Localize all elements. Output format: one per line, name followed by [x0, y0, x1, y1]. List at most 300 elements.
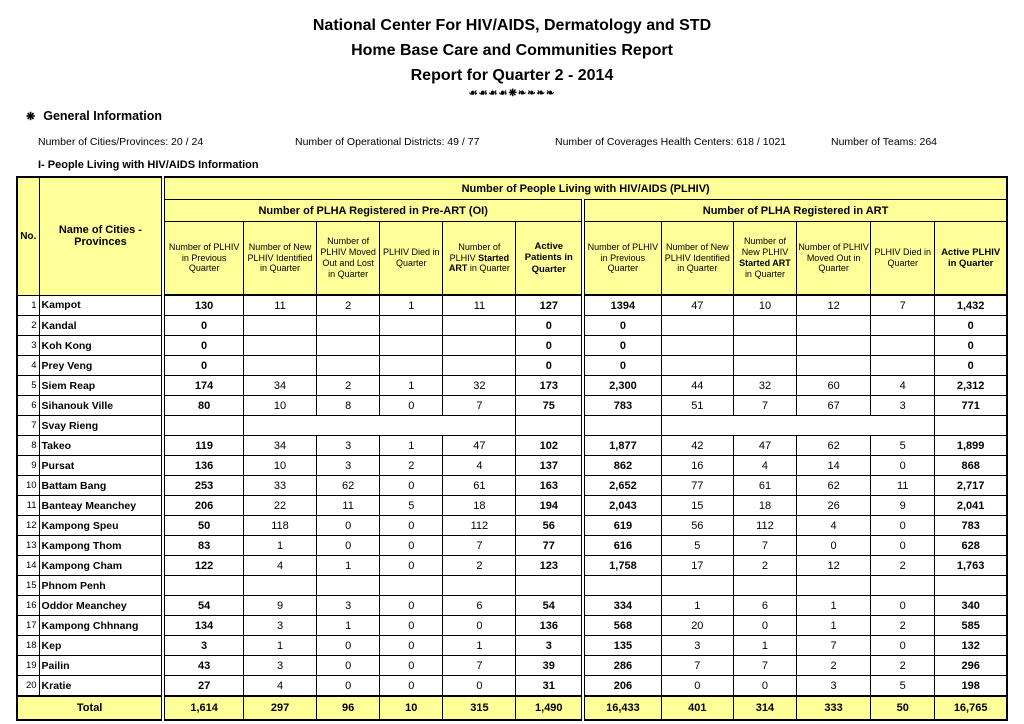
data-cell: 62 — [317, 476, 380, 496]
data-cell: 5 — [661, 536, 733, 556]
data-cell: 75 — [516, 396, 583, 416]
data-cell: 7 — [443, 536, 516, 556]
row-number: 13 — [17, 536, 39, 556]
data-cell: 1,877 — [583, 436, 661, 456]
data-cell — [733, 336, 796, 356]
data-cell: 3 — [163, 636, 243, 656]
data-cell: 43 — [163, 656, 243, 676]
data-cell: 42 — [661, 436, 733, 456]
data-cell — [317, 576, 380, 596]
data-cell: 50 — [163, 516, 243, 536]
data-cell: 26 — [797, 496, 871, 516]
data-cell — [661, 336, 733, 356]
data-cell: 2,043 — [583, 496, 661, 516]
data-cell: 0 — [871, 536, 935, 556]
data-cell: 136 — [516, 616, 583, 636]
data-cell — [163, 416, 243, 436]
data-cell: 123 — [516, 556, 583, 576]
column-header-preart-3: Number of PLHIV Moved Out and Lost in Quarter — [317, 222, 380, 296]
data-cell — [243, 576, 316, 596]
data-cell: 112 — [733, 516, 796, 536]
data-cell: 6 — [733, 596, 796, 616]
table-row — [17, 476, 1007, 496]
data-cell — [317, 316, 380, 336]
data-cell: 0 — [163, 316, 243, 336]
data-cell: 122 — [163, 556, 243, 576]
row-number: 18 — [17, 636, 39, 656]
data-cell: 0 — [797, 536, 871, 556]
data-cell — [443, 356, 516, 376]
data-cell: 0 — [317, 536, 380, 556]
data-cell: 60 — [797, 376, 871, 396]
column-header-preart-6: Active Patients in Quarter — [516, 222, 583, 296]
data-cell: 6 — [443, 596, 516, 616]
data-cell: 18 — [443, 496, 516, 516]
plhiv-section-label: I- People Living with HIV/AIDS Information — [38, 159, 259, 171]
data-cell: 0 — [380, 596, 443, 616]
cities-provinces-count: Number of Cities/Provinces: 20 / 24 — [38, 136, 204, 148]
plhiv-report-table — [16, 176, 1008, 721]
table-row — [17, 295, 1007, 316]
data-cell: 20 — [661, 616, 733, 636]
data-cell: 61 — [443, 476, 516, 496]
total-value: 333 — [797, 696, 871, 720]
data-cell: 11 — [317, 496, 380, 516]
operational-districts-count: Number of Operational Districts: 49 / 77 — [295, 136, 480, 148]
ornament-divider: ☙☙☙☙❋❧❧❧❧ — [468, 88, 556, 99]
data-cell: 0 — [516, 316, 583, 336]
total-value: 315 — [443, 696, 516, 720]
data-cell: 868 — [935, 456, 1007, 476]
data-cell: 1 — [733, 636, 796, 656]
data-cell: 9 — [871, 496, 935, 516]
data-cell: 39 — [516, 656, 583, 676]
column-header-art-5: PLHIV Died in Quarter — [871, 222, 935, 296]
city-name: Pailin — [39, 656, 163, 676]
data-cell: 1 — [443, 636, 516, 656]
data-cell: 7 — [733, 536, 796, 556]
data-cell: 1 — [380, 376, 443, 396]
data-cell: 7 — [443, 396, 516, 416]
data-cell: 1 — [380, 436, 443, 456]
data-cell: 12 — [797, 295, 871, 316]
data-cell — [935, 576, 1007, 596]
data-cell: 0 — [871, 516, 935, 536]
data-cell — [871, 336, 935, 356]
city-name: Kandal — [39, 316, 163, 336]
data-cell: 0 — [380, 476, 443, 496]
data-cell: 0 — [871, 456, 935, 476]
teams-count: Number of Teams: 264 — [831, 136, 938, 148]
data-cell: 83 — [163, 536, 243, 556]
data-cell: 3 — [317, 436, 380, 456]
row-number: 4 — [17, 356, 39, 376]
row-number: 2 — [17, 316, 39, 336]
table-row — [17, 556, 1007, 576]
data-cell: 568 — [583, 616, 661, 636]
city-name: Prey Veng — [39, 356, 163, 376]
row-number: 14 — [17, 556, 39, 576]
data-cell: 18 — [733, 496, 796, 516]
city-name: Sihanouk Ville — [39, 396, 163, 416]
data-cell: 0 — [317, 676, 380, 697]
total-value: 1,490 — [516, 696, 583, 720]
data-cell: 198 — [935, 676, 1007, 697]
data-cell: 10 — [243, 456, 316, 476]
data-cell: 132 — [935, 636, 1007, 656]
data-cell: 77 — [661, 476, 733, 496]
data-cell — [443, 576, 516, 596]
city-name: Takeo — [39, 436, 163, 456]
data-cell — [797, 336, 871, 356]
data-cell: 9 — [243, 596, 316, 616]
data-cell: 1,763 — [935, 556, 1007, 576]
data-cell: 1,899 — [935, 436, 1007, 456]
row-number: 6 — [17, 396, 39, 416]
data-cell: 137 — [516, 456, 583, 476]
column-header-city-name: Name of Cities - Provinces — [39, 177, 163, 295]
data-cell: 54 — [516, 596, 583, 616]
data-cell: 2 — [317, 376, 380, 396]
city-name: Banteay Meanchey — [39, 496, 163, 516]
data-cell: 5 — [871, 676, 935, 697]
data-cell: 0 — [733, 676, 796, 697]
data-cell — [443, 316, 516, 336]
data-cell: 3 — [243, 616, 316, 636]
preart-group-header: Number of PLHA Registered in Pre-ART (OI) — [163, 200, 583, 222]
data-cell: 334 — [583, 596, 661, 616]
data-cell: 0 — [935, 356, 1007, 376]
data-cell: 174 — [163, 376, 243, 396]
data-cell: 0 — [317, 656, 380, 676]
report-title-line3: Report for Quarter 2 - 2014 — [410, 67, 614, 84]
data-cell: 286 — [583, 656, 661, 676]
data-cell: 2 — [871, 556, 935, 576]
data-cell: 7 — [661, 656, 733, 676]
data-cell: 4 — [243, 556, 316, 576]
data-cell: 5 — [380, 496, 443, 516]
row-number: 19 — [17, 656, 39, 676]
data-cell — [380, 356, 443, 376]
data-cell: 173 — [516, 376, 583, 396]
city-name: Kampong Thom — [39, 536, 163, 556]
data-cell: 2 — [443, 556, 516, 576]
data-cell: 1 — [797, 596, 871, 616]
data-cell: 163 — [516, 476, 583, 496]
data-cell: 11 — [243, 295, 316, 316]
column-header-no: No. — [17, 177, 39, 295]
data-cell: 77 — [516, 536, 583, 556]
report-title-line1: National Center For HIV/AIDS, Dermatology and STD — [312, 17, 712, 34]
data-cell: 3 — [516, 636, 583, 656]
data-cell — [380, 316, 443, 336]
column-header-preart-5: Number of PLHIV Started ART in Quarter — [443, 222, 516, 296]
data-cell — [317, 356, 380, 376]
row-number: 17 — [17, 616, 39, 636]
data-cell: 2 — [797, 656, 871, 676]
city-name: Kampong Chhnang — [39, 616, 163, 636]
data-cell: 0 — [380, 676, 443, 697]
data-cell — [243, 316, 316, 336]
data-cell: 0 — [317, 636, 380, 656]
data-cell — [733, 316, 796, 336]
data-cell: 67 — [797, 396, 871, 416]
data-cell: 3 — [871, 396, 935, 416]
data-cell: 22 — [243, 496, 316, 516]
general-information-values — [38, 136, 1024, 148]
table-row — [17, 456, 1007, 476]
data-cell: 0 — [516, 336, 583, 356]
total-row — [17, 696, 1007, 720]
row-number: 9 — [17, 456, 39, 476]
data-cell: 47 — [661, 295, 733, 316]
data-cell: 33 — [243, 476, 316, 496]
data-cell: 102 — [516, 436, 583, 456]
table-row — [17, 436, 1007, 456]
data-cell: 136 — [163, 456, 243, 476]
city-name: Koh Kong — [39, 336, 163, 356]
data-cell: 0 — [935, 336, 1007, 356]
data-cell: 0 — [871, 596, 935, 616]
data-cell: 783 — [583, 396, 661, 416]
data-cell: 56 — [516, 516, 583, 536]
table-row — [17, 596, 1007, 616]
data-cell: 619 — [583, 516, 661, 536]
column-header-art-1: Number of PLHIV in Previous Quarter — [583, 222, 661, 296]
column-header-preart-4: PLHIV Died in Quarter — [380, 222, 443, 296]
row-number: 8 — [17, 436, 39, 456]
data-cell: 2 — [871, 616, 935, 636]
data-cell: 585 — [935, 616, 1007, 636]
data-cell: 0 — [583, 336, 661, 356]
data-cell — [871, 576, 935, 596]
data-cell — [733, 356, 796, 376]
row-number: 11 — [17, 496, 39, 516]
data-cell: 0 — [380, 656, 443, 676]
column-header-preart-1: Number of PLHIV in Previous Quarter — [163, 222, 243, 296]
total-value: 16,433 — [583, 696, 661, 720]
data-cell — [871, 356, 935, 376]
data-cell: 3 — [317, 596, 380, 616]
data-cell: 0 — [661, 676, 733, 697]
table-top-header: Number of People Living with HIV/AIDS (PLHIV) — [163, 177, 1007, 200]
data-cell: 14 — [797, 456, 871, 476]
data-cell: 7 — [443, 656, 516, 676]
table-row — [17, 316, 1007, 336]
data-cell: 4 — [243, 676, 316, 697]
table-row — [17, 616, 1007, 636]
data-cell: 2 — [871, 656, 935, 676]
row-number: 1 — [17, 295, 39, 316]
data-cell: 12 — [797, 556, 871, 576]
city-name: Oddor Meanchey — [39, 596, 163, 616]
data-cell: 3 — [797, 676, 871, 697]
data-cell: 0 — [733, 616, 796, 636]
data-cell-merged-empty — [243, 416, 516, 436]
data-cell: 32 — [733, 376, 796, 396]
data-cell: 0 — [380, 556, 443, 576]
data-cell: 206 — [583, 676, 661, 697]
data-cell: 51 — [661, 396, 733, 416]
data-cell: 1 — [380, 295, 443, 316]
data-cell: 1394 — [583, 295, 661, 316]
data-cell: 11 — [443, 295, 516, 316]
city-name: Kampot — [39, 295, 163, 316]
data-cell: 0 — [583, 356, 661, 376]
table-row — [17, 376, 1007, 396]
general-information-label: General Information — [43, 109, 162, 123]
data-cell: 7 — [797, 636, 871, 656]
data-cell: 34 — [243, 376, 316, 396]
data-cell: 127 — [516, 295, 583, 316]
column-header-preart-2: Number of New PLHIV Identified in Quarter — [243, 222, 316, 296]
data-cell: 2 — [733, 556, 796, 576]
total-value: 50 — [871, 696, 935, 720]
data-cell: 119 — [163, 436, 243, 456]
data-cell-merged-empty — [661, 416, 935, 436]
data-cell — [797, 356, 871, 376]
data-cell — [243, 356, 316, 376]
data-cell: 862 — [583, 456, 661, 476]
data-cell — [317, 336, 380, 356]
data-cell: 0 — [516, 356, 583, 376]
data-cell: 7 — [871, 295, 935, 316]
data-cell: 54 — [163, 596, 243, 616]
data-cell: 4 — [443, 456, 516, 476]
data-cell — [443, 336, 516, 356]
star-bullet-icon: ❋ — [26, 111, 36, 123]
data-cell: 616 — [583, 536, 661, 556]
row-number: 10 — [17, 476, 39, 496]
total-value: 96 — [317, 696, 380, 720]
data-cell: 2 — [317, 295, 380, 316]
data-cell: 253 — [163, 476, 243, 496]
data-cell: 206 — [163, 496, 243, 516]
data-cell: 2,041 — [935, 496, 1007, 516]
column-header-art-2: Number of New PLHIV Identified in Quarter — [661, 222, 733, 296]
data-cell — [583, 416, 661, 436]
table-row — [17, 336, 1007, 356]
data-cell — [797, 316, 871, 336]
data-cell: 44 — [661, 376, 733, 396]
data-cell: 11 — [871, 476, 935, 496]
art-group-header: Number of PLHA Registered in ART — [583, 200, 1007, 222]
data-cell — [380, 576, 443, 596]
data-cell: 1,432 — [935, 295, 1007, 316]
data-cell: 3 — [317, 456, 380, 476]
health-centers-count: Number of Coverages Health Centers: 618 / 1021 — [555, 136, 787, 148]
total-value: 401 — [661, 696, 733, 720]
data-cell: 31 — [516, 676, 583, 697]
total-value: 16,765 — [935, 696, 1007, 720]
data-cell: 0 — [871, 636, 935, 656]
data-cell: 4 — [797, 516, 871, 536]
data-cell: 0 — [443, 676, 516, 697]
data-cell — [661, 316, 733, 336]
data-cell: 0 — [380, 516, 443, 536]
table-row — [17, 636, 1007, 656]
table-row — [17, 416, 1007, 436]
total-value: 10 — [380, 696, 443, 720]
report-title-line2: Home Base Care and Communities Report — [351, 42, 673, 59]
table-row — [17, 356, 1007, 376]
data-cell: 628 — [935, 536, 1007, 556]
data-cell: 0 — [380, 396, 443, 416]
data-cell — [733, 576, 796, 596]
data-cell — [583, 576, 661, 596]
data-cell — [243, 336, 316, 356]
data-cell: 783 — [935, 516, 1007, 536]
data-cell: 0 — [935, 316, 1007, 336]
total-value: 314 — [733, 696, 796, 720]
city-name: Kampong Speu — [39, 516, 163, 536]
city-name: Battam Bang — [39, 476, 163, 496]
data-cell: 296 — [935, 656, 1007, 676]
data-cell: 1 — [243, 636, 316, 656]
data-cell — [163, 576, 243, 596]
data-cell — [871, 316, 935, 336]
data-cell: 0 — [380, 616, 443, 636]
data-cell: 4 — [871, 376, 935, 396]
column-header-art-3: Number of New PLHIV Started ART in Quarter — [733, 222, 796, 296]
row-number: 7 — [17, 416, 39, 436]
data-cell: 27 — [163, 676, 243, 697]
data-cell: 47 — [443, 436, 516, 456]
total-value: 297 — [243, 696, 316, 720]
data-cell: 16 — [661, 456, 733, 476]
data-cell: 32 — [443, 376, 516, 396]
column-header-art-6: Active PLHIV in Quarter — [935, 222, 1007, 296]
data-cell: 2,717 — [935, 476, 1007, 496]
data-cell: 7 — [733, 396, 796, 416]
city-name: Svay Rieng — [39, 416, 163, 436]
data-cell: 0 — [380, 536, 443, 556]
data-cell: 56 — [661, 516, 733, 536]
data-cell: 3 — [243, 656, 316, 676]
data-cell — [661, 576, 733, 596]
city-name: Siem Reap — [39, 376, 163, 396]
data-cell: 0 — [163, 336, 243, 356]
data-cell: 34 — [243, 436, 316, 456]
data-cell: 62 — [797, 476, 871, 496]
data-cell: 10 — [733, 295, 796, 316]
city-name: Phnom Penh — [39, 576, 163, 596]
data-cell: 340 — [935, 596, 1007, 616]
general-information-heading — [26, 109, 1024, 123]
row-number: 5 — [17, 376, 39, 396]
data-cell — [516, 416, 583, 436]
data-cell — [661, 356, 733, 376]
data-cell: 62 — [797, 436, 871, 456]
row-number: 20 — [17, 676, 39, 697]
data-cell: 130 — [163, 295, 243, 316]
data-cell — [935, 416, 1007, 436]
data-cell: 4 — [733, 456, 796, 476]
table-row — [17, 516, 1007, 536]
data-cell: 0 — [380, 636, 443, 656]
data-cell: 1 — [797, 616, 871, 636]
data-cell: 1 — [317, 616, 380, 636]
data-cell: 1 — [661, 596, 733, 616]
city-name: Pursat — [39, 456, 163, 476]
data-cell: 1,758 — [583, 556, 661, 576]
column-header-art-4: Number of PLHIV Moved Out in Quarter — [797, 222, 871, 296]
report-title-block — [0, 0, 1024, 100]
table-row — [17, 496, 1007, 516]
table-row — [17, 396, 1007, 416]
data-cell: 194 — [516, 496, 583, 516]
data-cell: 15 — [661, 496, 733, 516]
